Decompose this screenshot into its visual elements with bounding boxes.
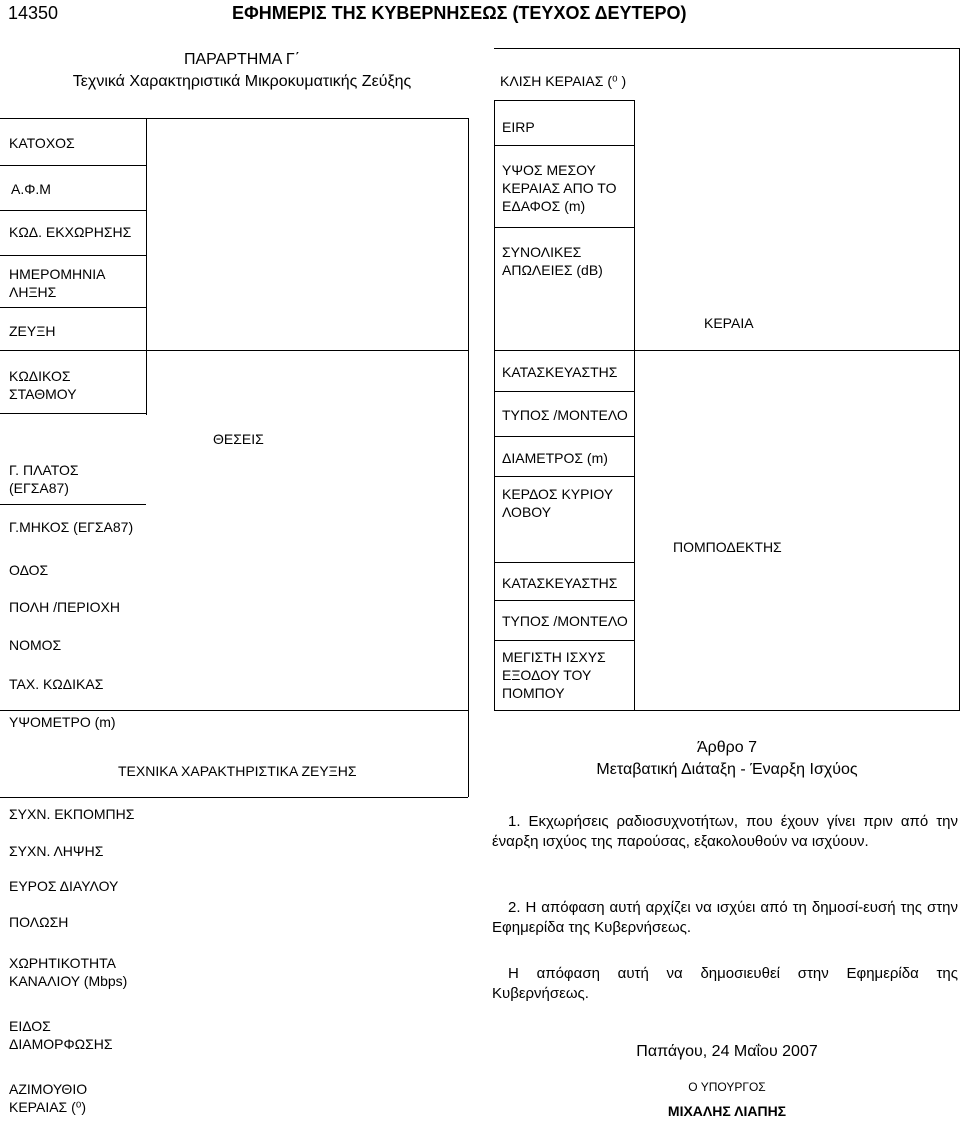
page-number: 14350: [8, 3, 59, 23]
annex-subtitle: Τεχνικά Χαρακτηριστικά Μικροκυματικής Ζεύξης: [72, 73, 412, 90]
tilt-row: ΚΛΙΣΗ ΚΕΡΑΙΑΣ (⁰ ): [500, 73, 627, 89]
eirp-row: EIRP: [502, 119, 535, 135]
vat-row: Α.Φ.Μ: [11, 181, 51, 197]
tech-characteristics-label: ΤΕΧΝΙΚΑ ΧΑΡΑΚΤΗΡΙΣΤΙΚΑ ΖΕΥΞΗΣ: [118, 763, 357, 779]
bandwidth-row: ΕΥΡΟΣ ΔΙΑΥΛΟΥ: [9, 878, 119, 894]
link-label: ΖΕΥΞΗ: [9, 323, 56, 339]
city-row: ΠΟΛΗ /ΠΕΡΙΟΧΗ: [9, 599, 121, 615]
diameter-row: ΔΙΑΜΕΤΡΟΣ (m): [502, 450, 608, 466]
station-code-row: ΚΩΔΙΚΟΣ ΣΤΑΘΜΟΥ: [9, 368, 77, 402]
annex-title: ΠΑΡΑΡΤΗΜΑ Γ΄: [183, 51, 301, 68]
rx-frequency-row: ΣΥΧΝ. ΛΗΨΗΣ: [9, 843, 104, 859]
article-subheading: Μεταβατική Διάταξη - Έναρξη Ισχύος: [596, 761, 858, 778]
owner-row: ΚΑΤΟΧΟΣ: [9, 135, 75, 151]
article-heading: Άρθρο 7: [696, 739, 758, 756]
transceiver-label: ΠΟΜΠΟΔΕΚΤΗΣ: [673, 539, 782, 555]
azimuth-row: ΑΖΙΜΟΥΘΙΟ ΚΕΡΑΙΑΣ (⁰): [9, 1081, 88, 1115]
gazette-title: ΕΦΗΜΕΡΙΣ ΤΗΣ ΚΥΒΕΡΝΗΣΕΩΣ (ΤΕΥΧΟΣ ΔΕΥΤΕΡΟ): [232, 3, 687, 23]
tx-frequency-row: ΣΥΧΝ. ΕΚΠΟΜΠΗΣ: [9, 806, 135, 822]
positions-label: ΘΕΣΕΙΣ: [213, 431, 264, 447]
antenna-manufacturer-row: ΚΑΤΑΣΚΕΥΑΣΤΗΣ: [502, 364, 618, 380]
postal-code-row: ΤΑΧ. ΚΩΔΙΚΑΣ: [9, 676, 104, 692]
main-lobe-gain-row: ΚΕΡΔΟΣ ΚΥΡΙΟΥ ΛΟΒΟΥ: [502, 486, 614, 520]
modulation-row: ΕΙΔΟΣ ΔΙΑΜΟΡΦΩΣΗΣ: [9, 1018, 113, 1052]
article-paragraph-1: 1. Εκχωρήσεις ραδιοσυχνοτήτων, που έχουν γίνει πριν από την έναρξη ισχύος της παρούσας, εξακολουθούν να ισχύουν.: [492, 813, 958, 850]
signature-role: Ο ΥΠΟΥΡΓΟΣ: [688, 1080, 766, 1094]
antenna-label: ΚΕΡΑΙΑ: [704, 315, 754, 331]
antenna-model-row: ΤΥΠΟΣ /ΜΟΝΤΕΛΟ: [502, 407, 628, 423]
max-output-power-row: ΜΕΓΙΣΤΗ ΙΣΧΥΣ ΕΞΟΔΟΥ ΤΟΥ ΠΟΜΠΟΥ: [502, 649, 606, 701]
signature-name: ΜΙΧΑΛΗΣ ΛΙΑΠΗΣ: [667, 1103, 787, 1119]
capacity-row: ΧΩΡΗΤΙΚΟΤΗΤΑ ΚΑΝΑΛΙΟΥ (Mbps): [9, 955, 128, 989]
antenna-height-row: ΥΨΟΣ ΜΕΣΟΥ ΚΕΡΑΙΑΣ ΑΠΟ ΤΟ ΕΔΑΦΟΣ (m): [502, 162, 617, 214]
article-paragraph-3: Η απόφαση αυτή να δημοσιευθεί στην Εφημερίδα της Κυβερνήσεως.: [492, 965, 958, 1002]
street-row: ΟΔΟΣ: [9, 562, 49, 578]
expiry-date-row: ΗΜΕΡΟΜΗΝΙΑ ΛΗΞΗΣ: [9, 266, 106, 300]
latitude-row: Γ. ΠΛΑΤΟΣ (ΕΓΣΑ87): [9, 462, 79, 496]
longitude-row: Γ.ΜΗΚΟΣ (ΕΓΣΑ87): [9, 519, 134, 535]
assignment-code-row: ΚΩΔ. ΕΚΧΩΡΗΣΗΣ: [9, 224, 132, 240]
signature-place-date: Παπάγου, 24 Μαΐου 2007: [636, 1043, 818, 1060]
transceiver-manufacturer-row: ΚΑΤΑΣΚΕΥΑΣΤΗΣ: [502, 575, 618, 591]
prefecture-row: ΝΟΜΟΣ: [9, 637, 62, 653]
transceiver-model-row: ΤΥΠΟΣ /ΜΟΝΤΕΛΟ: [502, 613, 628, 629]
polarization-row: ΠΟΛΩΣΗ: [9, 914, 69, 930]
article-paragraph-2: 2. Η απόφαση αυτή αρχίζει να ισχύει από τη δημοσί-ευσή της στην Εφημερίδα της Κυβερνήσεως.: [492, 899, 958, 936]
total-losses-row: ΣΥΝΟΛΙΚΕΣ ΑΠΩΛΕΙΕΣ (dB): [502, 244, 603, 278]
altitude-row: ΥΨΟΜΕΤΡΟ (m): [9, 714, 116, 730]
